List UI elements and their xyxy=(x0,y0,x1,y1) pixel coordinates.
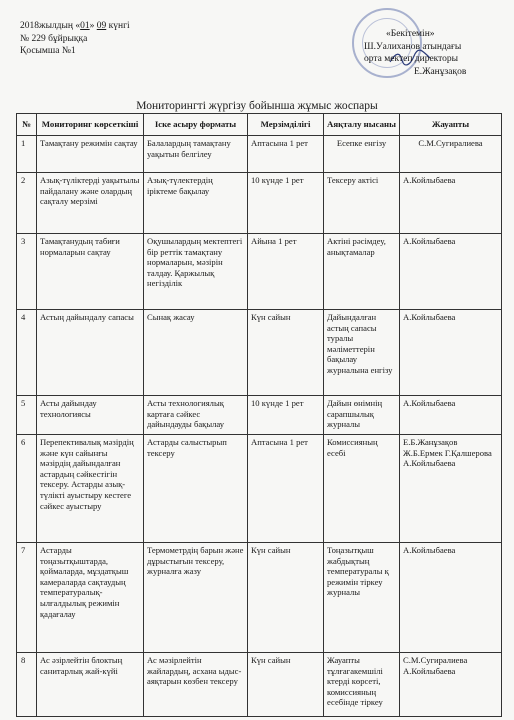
table-header-row xyxy=(17,114,502,136)
order-reference xyxy=(20,20,130,58)
table-row: 7 Астарды тоңазытқыштарда, қоймаларда, мұздатқыш камераларда сақтаудың температуралық-ылғалдылық режимін қадағалау Термометрдің барын және дұрыстығын тексеру, журналға жазу Күн сайын Тоңазытқыш жабдықтың температуралы қ режимін тіркеу журналы А.Койлыбаева xyxy=(17,543,502,653)
col-header-responsible: Жауапты xyxy=(400,114,502,136)
approval-name: Е.Жанұзақов xyxy=(414,66,467,77)
table-row: 8 Ас әзірлейтін блоктың санитарлық жай-күйі Ас мәзірлейтін жайлардың, асхана ыдыс-аяқтарын көзбен тексеру Күн сайын Жауапты тұлғагакемшілі ктерді көрсеті, комиссияның есебінде тіркеу С.М.Сугиралиева А.Койлыбаева xyxy=(17,653,502,717)
table-row: 1 Тамақтану режимін сақтау Балалардың тамақтану уақытын белгілеу Аптасына 1 рет Есепке енгізу С.М.Сугиралиева xyxy=(17,136,502,173)
col-header-format: Іске асыру форматы xyxy=(144,114,248,136)
appendix-number: Қосымша №1 xyxy=(20,46,76,56)
order-number: № 229 бұйрыққа xyxy=(20,33,88,44)
table-row: 4 Астың дайындалу сапасы Сынақ жасау Күн сайын Дайындалған астың сапасы туралы мәліметтерін бақылау журналына енгізу А.Койлыбаева xyxy=(17,310,502,396)
order-date: 2018жылдың «01» 09 күнгі xyxy=(20,21,130,31)
col-header-period: Мерзімділігі xyxy=(248,114,324,136)
approval-block xyxy=(356,28,506,78)
order-month: 09 xyxy=(96,21,107,31)
table-row: 2 Азық-түліктерді уақытылы пайдалану және олардың сақталу мерзімі Азық-түлектердің іріктеме бақылау 10 күнде 1 рет Тексеру актісі А.Койлыбаева xyxy=(17,173,502,234)
document-title: Мониторингті жүргізу бойынша жұмыс жоспары xyxy=(136,100,378,112)
monitoring-plan-table xyxy=(16,113,502,717)
table-row: 3 Тамақтанудың табиғи нормаларын сақтау Оқушылардың мектептегі бір реттік тамақтану нормаларын, мәзірін талдау. Қаржылық негізділік Айына 1 рет Актіні рәсімдеу, анықтамалар А.Койлыбаева xyxy=(17,234,502,310)
table-row: 5 Асты дайындау технологиясы Асты технологиялық картаға сәйкес дайындауды бақылау 10 күнде 1 рет Дайын өнімнің сарапшылық журналы А.Койлыбаева xyxy=(17,396,502,435)
table-row: 6 Перепективалық мәзірдің және күн сайынғы мәзірдің дайындалған астардың сәйкестігін тексеру. Астарды азық-түлікті ауыстыру кестеге сәйкес ауыстыру Астарды салыстырып тексеру Аптасына 1 рет Комиссияның есебі Е.Б.Жанұзақов Ж.Б.Ермек Г.Қалшерова А.Койлыбаева xyxy=(17,435,502,543)
approval-position: орта мектеп директоры xyxy=(364,54,459,64)
col-header-completion: Аяқталу нысаны xyxy=(324,114,400,136)
col-header-indicator: Мониторинг көрсеткіші xyxy=(37,114,144,136)
col-header-number: № xyxy=(17,114,37,136)
approval-heading: «Бекітемін» xyxy=(386,29,435,39)
approval-school: Ш.Уалиханов атындағы xyxy=(364,41,462,52)
order-day: 01 xyxy=(80,21,90,31)
